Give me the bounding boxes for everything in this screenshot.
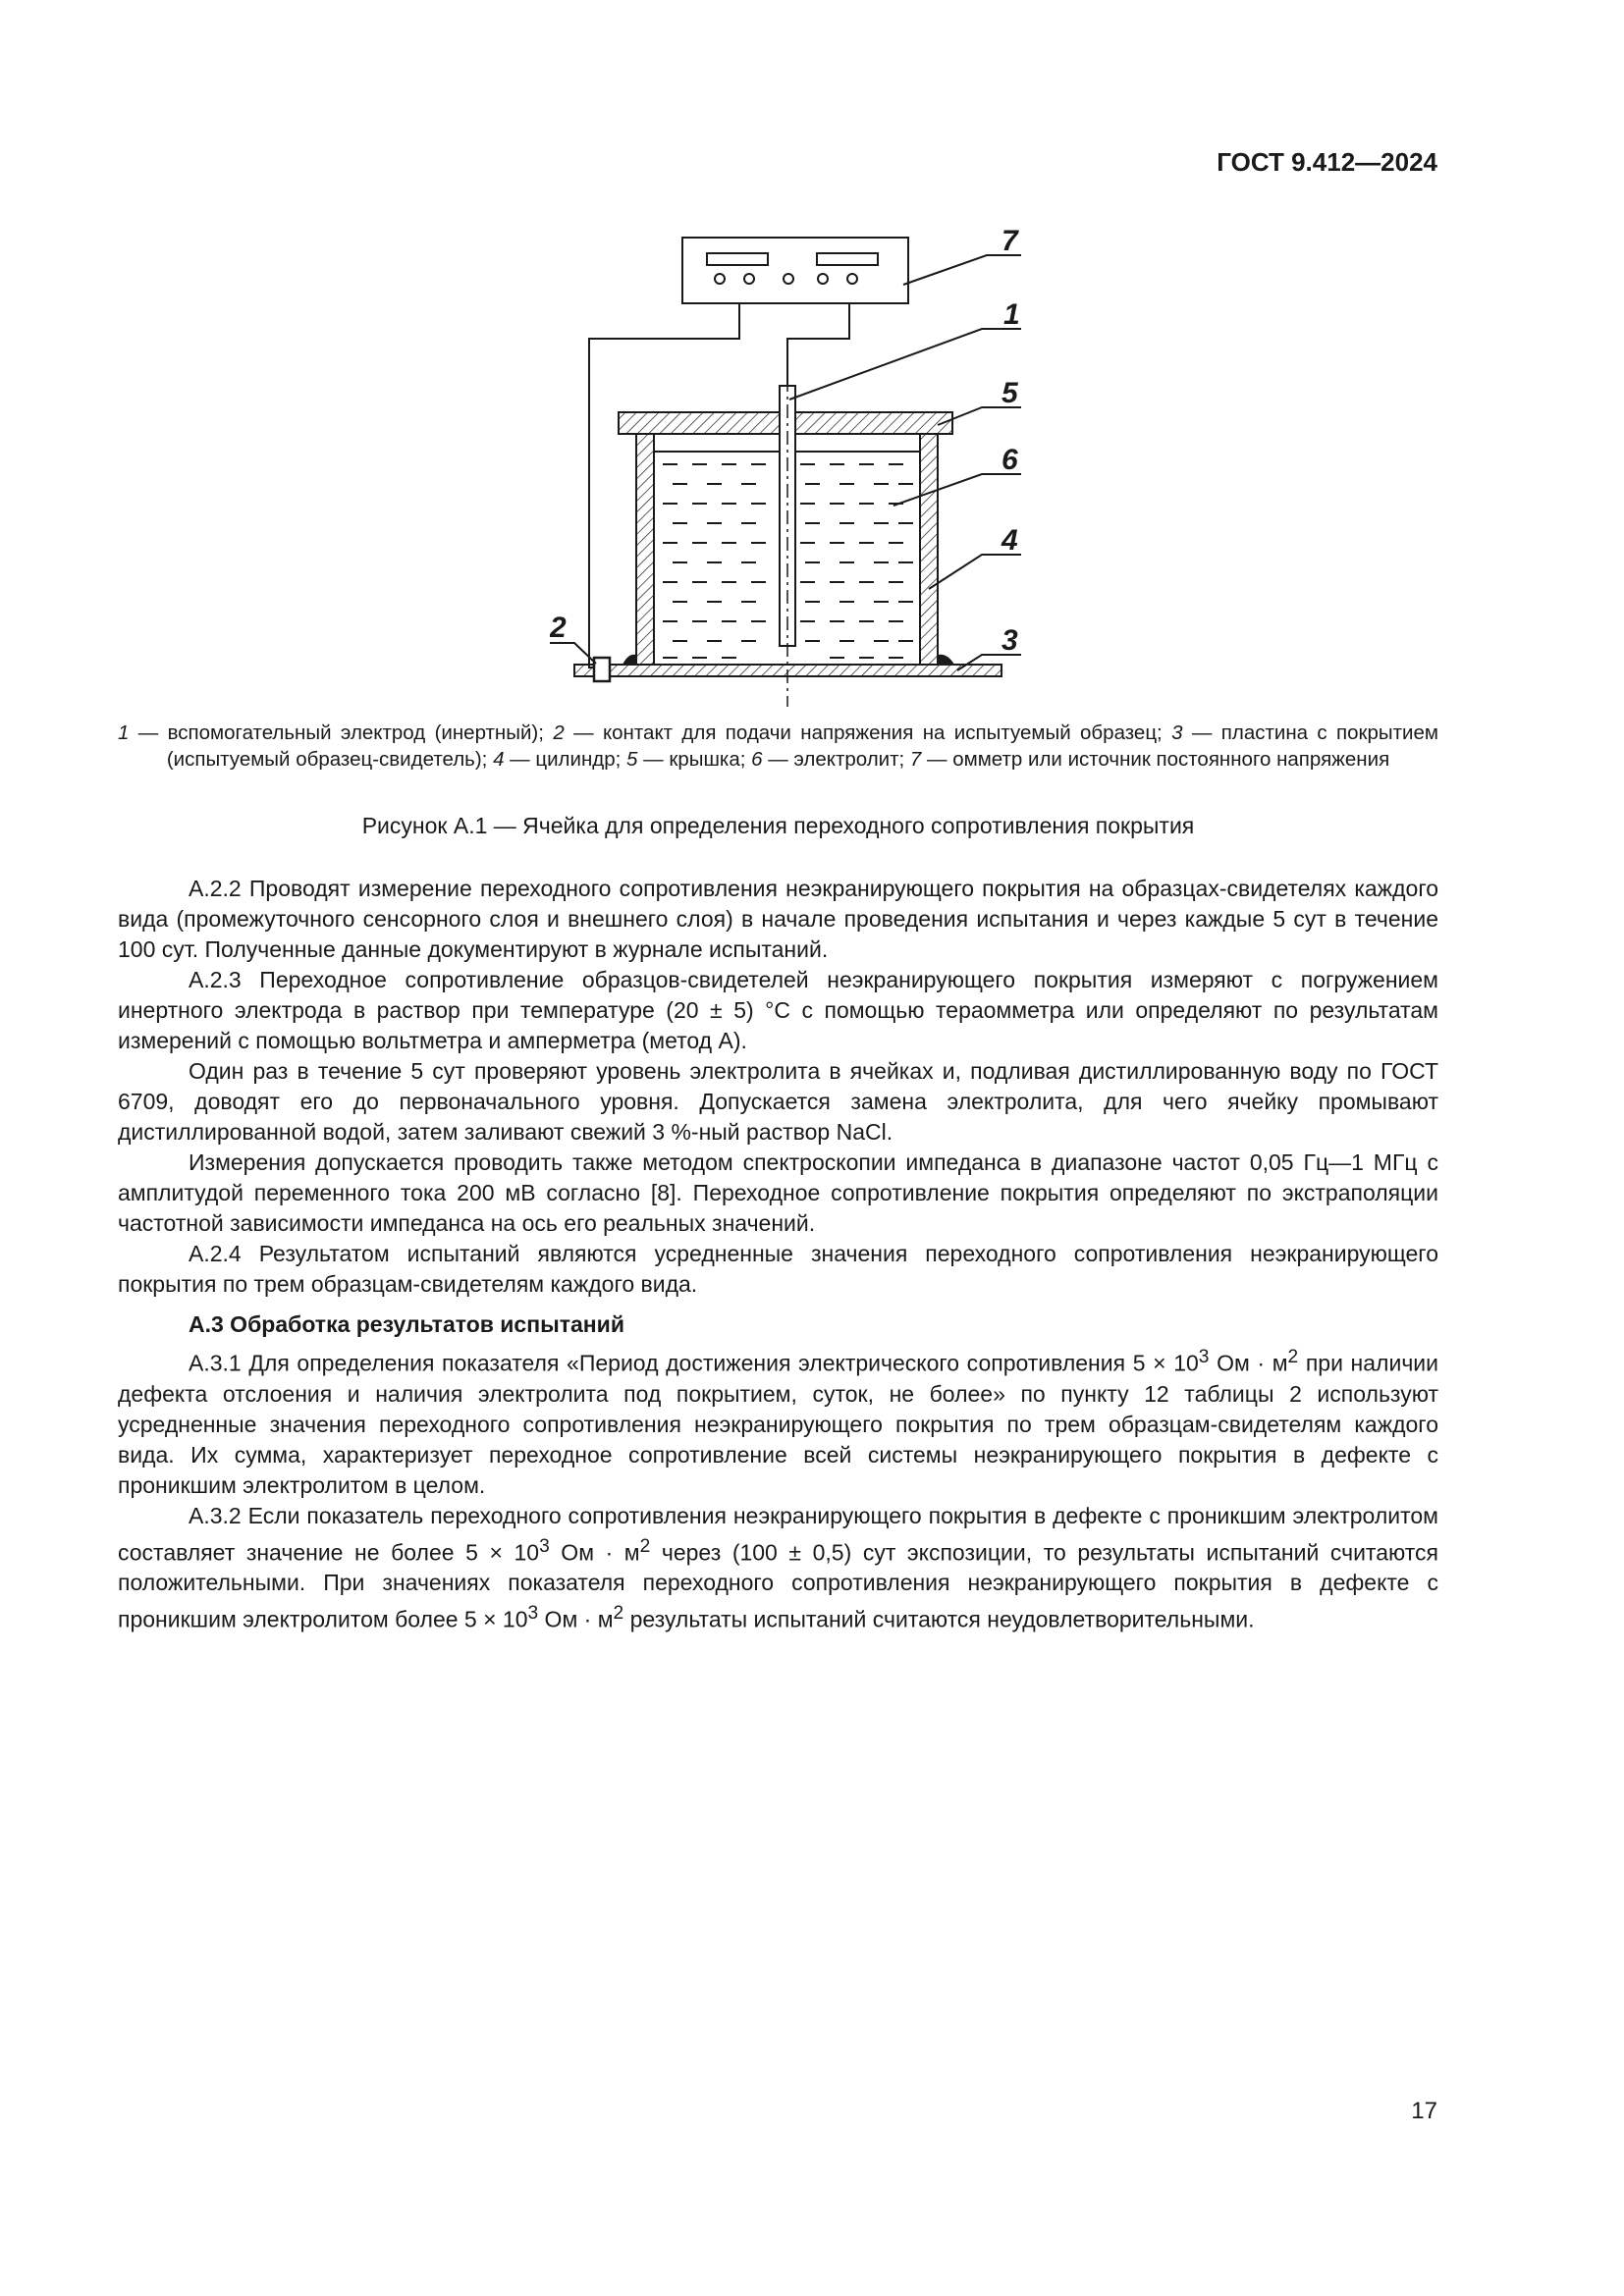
legend-num: 3 (1171, 721, 1183, 744)
section-heading-a3: А.3 Обработка результатов испытаний (189, 1311, 624, 1337)
paragraph-a31 (118, 1342, 1438, 1501)
paragraph-electrolyte-check: Один раз в течение 5 сут проверяют уровень электролита в ячейках и, подливая дистиллированную воду по ГОСТ 6709, доводят его до первоначального уровня. Допускается замена электролита, для чего ячейку промывают дистиллированной водой, затем заливают свежий 3 %-ный раствор NaCl. (118, 1058, 1438, 1145)
legend-text: — пластина с покрытием (испытуемый образец-свидетель); (166, 721, 1438, 771)
paragraph-a23: А.2.3 Переходное сопротивление образцов-свидетелей неэкранирующего покрытия измеряют с погружением инертного электрода в раствор при температуре (20 ± 5) °С с помощью тераомметра или определяют по результатам измерений с помощью вольтметра и амперметра (метод А). (118, 967, 1438, 1053)
sealant (623, 655, 954, 665)
paragraph-a24: А.2.4 Результатом испытаний являются усредненные значения переходного сопротивления неэкранирующего покрытия по трем образцам-свидетелям каждого вида. (118, 1241, 1438, 1297)
legend-text: — электролит; (762, 748, 910, 771)
label-5: 5 (1001, 377, 1018, 409)
text-run: Ом · м (538, 1606, 614, 1632)
cylinder-wall-left (636, 434, 654, 665)
legend-text: — крышка; (637, 748, 752, 771)
superscript: 3 (1198, 1347, 1210, 1367)
figure-caption: Рисунок А.1 — Ячейка для определения переходного сопротивления покрытия (361, 813, 1195, 838)
superscript: 2 (613, 1603, 624, 1625)
paragraph-a22: А.2.2 Проводят измерение переходного сопротивления неэкранирующего покрытия на образцах-свидетелях каждого вида (промежуточного сенсорного слоя и внешнего слоя) в начале проведения испытания и через каждые 5 сут в течение 100 сут. Полученные данные документируют в журнале испытаний. (118, 876, 1438, 962)
legend-text: — контакт для подачи напряжения на испытуемый образец; (564, 721, 1172, 744)
contact (594, 658, 610, 681)
ohmmeter (682, 238, 908, 303)
body-text (118, 874, 1438, 1635)
text-run: А.3.1 Для определения показателя «Период достижения электрического сопротивления 5 × 10 (189, 1350, 1199, 1376)
label-1: 1 (1003, 298, 1020, 331)
legend-num: 1 (118, 721, 130, 744)
label-4: 4 (1001, 524, 1018, 557)
legend-num: 6 (751, 748, 763, 771)
text-run: через (100 ± 0,5) сут экспозиции, то результаты испытаний считаются положительными. При значениях показателя переходного сопротивления неэкранирующего покрытия в дефекте с проникшим электролитом более 5 × 10 (118, 1539, 1438, 1632)
superscript: 3 (527, 1603, 539, 1625)
legend-text: — цилиндр; (504, 748, 627, 771)
text-run: Ом · м (1209, 1350, 1288, 1376)
legend-text: — омметр или источник постоянного напряжения (921, 748, 1390, 771)
text-run: при наличии дефекта отслоения и наличия электролита под покрытием, суток, не более» по пункту 12 таблицы 2 используют усредненные значения переходного сопротивления неэкранирующего покрытия по трем образцам-свидетелям каждого вида. Их сумма, характеризует переходное сопротивление всей системы неэкранирующего покрытия в дефекте с проникшим электролитом в целом. (118, 1350, 1438, 1498)
paragraph-a32 (118, 1501, 1438, 1635)
legend-num: 4 (493, 748, 505, 771)
paragraph-impedance: Измерения допускается проводить также методом спектроскопии импеданса в диапазоне частот 0,05 Гц—1 МГц с амплитудой переменного тока 200 мВ согласно [8]. Переходное сопротивление покрытия определяют по экстраполяции частотной зависимости импеданса на ось его реальных значений. (118, 1149, 1438, 1236)
superscript: 3 (539, 1535, 550, 1557)
legend-text: — вспомогательный электрод (инертный); (129, 721, 554, 744)
electrochemical-cell-diagram (550, 221, 1021, 712)
label-3: 3 (1001, 624, 1018, 657)
document-id: ГОСТ 9.412—2024 (1217, 147, 1437, 177)
superscript: 2 (1287, 1347, 1299, 1367)
coated-plate (574, 665, 1001, 676)
label-7: 7 (1001, 225, 1018, 257)
label-6: 6 (1001, 444, 1018, 476)
text-run: Ом · м (549, 1539, 640, 1566)
legend-num: 7 (909, 748, 922, 771)
auxiliary-electrode (780, 378, 795, 707)
label-2: 2 (550, 612, 567, 644)
page-number: 17 (1411, 2098, 1437, 2124)
cylinder-wall-right (920, 434, 938, 665)
figure-legend (118, 720, 1438, 773)
wires (589, 303, 849, 667)
text-run: результаты испытаний считаются неудовлетворительными. (623, 1606, 1255, 1632)
text-run: А.3.2 Если показатель переходного сопротивления неэкранирующего покрытия в дефекте с проникшим электролитом составляет значение не более 5 × 10 (118, 1502, 1438, 1566)
legend-num: 5 (626, 748, 638, 771)
superscript: 2 (639, 1535, 651, 1557)
legend-num: 2 (553, 721, 565, 744)
